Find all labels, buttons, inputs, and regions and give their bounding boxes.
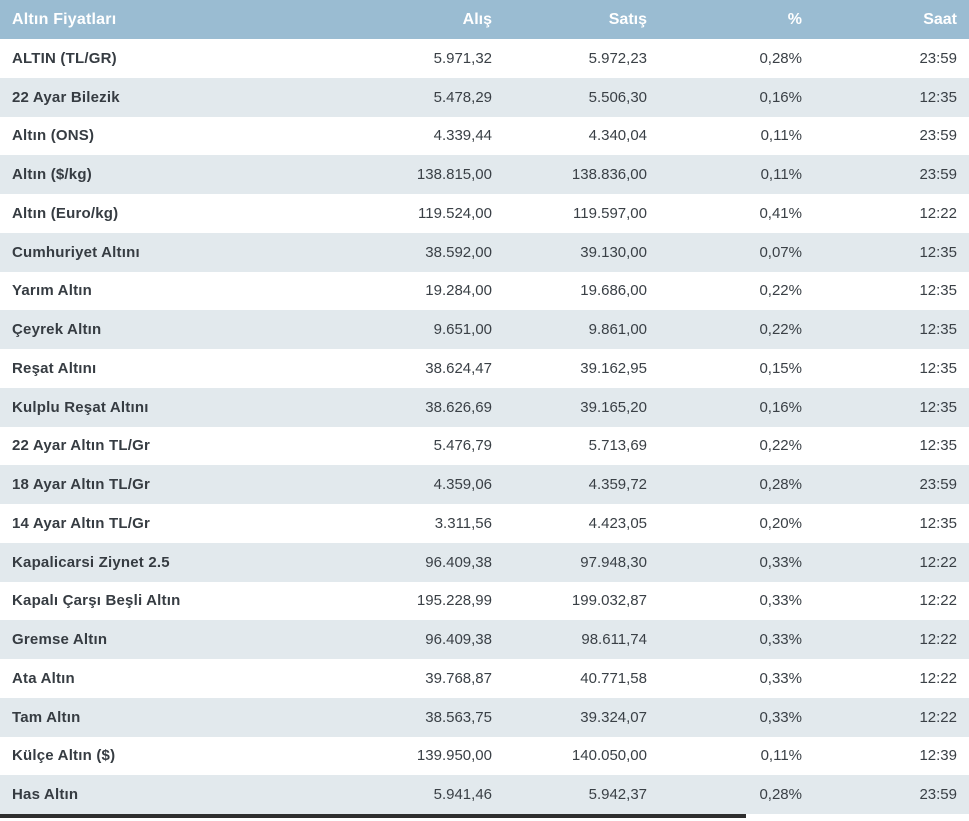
table-row[interactable] [0, 39, 969, 78]
row-name: Gremse Altın [12, 631, 108, 649]
row-name: Cumhuriyet Altını [12, 243, 140, 261]
row-satis: 140.050,00 [571, 747, 647, 765]
row-pct: 0,11% [760, 747, 802, 765]
table-row[interactable] [0, 272, 969, 311]
row-saat: 23:59 [919, 476, 957, 494]
row-saat: 12:22 [919, 631, 957, 649]
row-alis: 4.339,44 [433, 127, 492, 145]
row-name: 22 Ayar Altın TL/Gr [12, 437, 150, 455]
row-pct: 0,28% [759, 786, 802, 804]
table-row[interactable] [0, 155, 969, 194]
row-alis: 5.971,32 [433, 49, 492, 67]
row-name: Yarım Altın [12, 282, 92, 300]
row-satis: 5.942,37 [588, 786, 647, 804]
row-pct: 0,11% [760, 166, 802, 184]
row-alis: 38.624,47 [425, 359, 492, 377]
row-name: Kapalicarsi Ziynet 2.5 [12, 553, 170, 571]
table-row[interactable] [0, 349, 969, 388]
row-saat: 23:59 [919, 127, 957, 145]
row-name: Külçe Altın ($) [12, 747, 116, 765]
row-alis: 39.768,87 [425, 669, 492, 687]
row-saat: 12:35 [919, 321, 957, 339]
row-pct: 0,28% [759, 476, 802, 494]
row-alis: 195.228,99 [416, 592, 492, 610]
row-satis: 119.597,00 [573, 204, 647, 222]
column-header-sell[interactable]: Satış [608, 10, 647, 28]
row-satis: 5.506,30 [588, 88, 647, 106]
row-name: Altın (ONS) [12, 127, 95, 145]
row-satis: 5.713,69 [588, 437, 647, 455]
row-name: 14 Ayar Altın TL/Gr [12, 514, 150, 532]
row-name: Kapalı Çarşı Beşli Altın [12, 592, 181, 610]
row-name: Ata Altın [12, 669, 75, 687]
row-saat: 12:35 [919, 88, 957, 106]
row-saat: 12:35 [919, 359, 957, 377]
row-saat: 12:22 [919, 204, 957, 222]
row-pct: 0,22% [759, 321, 802, 339]
row-name: ALTIN (TL/GR) [12, 49, 117, 67]
table-row[interactable] [0, 775, 969, 814]
row-satis: 4.423,05 [588, 514, 647, 532]
row-alis: 5.478,29 [433, 88, 492, 106]
row-alis: 38.626,69 [425, 398, 492, 416]
row-pct: 0,33% [759, 708, 802, 726]
row-pct: 0,33% [759, 669, 802, 687]
row-saat: 23:59 [919, 166, 957, 184]
row-satis: 39.130,00 [580, 243, 647, 261]
table-row[interactable] [0, 659, 969, 698]
table-row[interactable] [0, 117, 969, 156]
row-pct: 0,41% [759, 204, 802, 222]
row-pct: 0,16% [759, 398, 802, 416]
row-satis: 39.162,95 [580, 359, 647, 377]
row-pct: 0,15% [759, 359, 802, 377]
table-row[interactable] [0, 737, 969, 776]
row-saat: 12:35 [919, 514, 957, 532]
row-saat: 12:35 [919, 243, 957, 261]
row-name: Kulplu Reşat Altını [12, 398, 149, 416]
row-alis: 139.950,00 [416, 747, 492, 765]
row-name: Altın (Euro/kg) [12, 204, 119, 222]
row-name: Has Altın [12, 786, 79, 804]
table-row[interactable] [0, 543, 969, 582]
row-satis: 4.340,04 [588, 127, 647, 145]
row-saat: 12:35 [919, 437, 957, 455]
table-header-row [0, 0, 969, 39]
row-saat: 12:35 [919, 398, 957, 416]
row-saat: 12:22 [919, 669, 957, 687]
column-header-name[interactable]: Altın Fiyatları [12, 10, 117, 28]
column-header-buy[interactable]: Alış [462, 10, 492, 28]
table-row[interactable] [0, 194, 969, 233]
row-satis: 97.948,30 [580, 553, 647, 571]
row-satis: 138.836,00 [571, 166, 647, 184]
row-satis: 5.972,23 [588, 49, 647, 67]
row-name: 22 Ayar Bilezik [12, 88, 120, 106]
row-saat: 12:22 [919, 708, 957, 726]
table-row[interactable] [0, 388, 969, 427]
row-name: Altın ($/kg) [12, 166, 92, 184]
row-name: Çeyrek Altın [12, 321, 102, 339]
row-saat: 12:22 [919, 592, 957, 610]
row-name: Reşat Altını [12, 359, 97, 377]
table-row[interactable] [0, 465, 969, 504]
row-pct: 0,33% [759, 592, 802, 610]
row-pct: 0,20% [759, 514, 802, 532]
row-alis: 96.409,38 [425, 631, 492, 649]
table-row[interactable] [0, 504, 969, 543]
row-pct: 0,33% [759, 631, 802, 649]
table-row[interactable] [0, 582, 969, 621]
column-header-time[interactable]: Saat [923, 10, 957, 28]
row-saat: 23:59 [919, 49, 957, 67]
row-alis: 9.651,00 [433, 321, 492, 339]
row-satis: 9.861,00 [588, 321, 647, 339]
row-alis: 3.311,56 [434, 514, 492, 532]
table-row[interactable] [0, 427, 969, 466]
row-pct: 0,28% [759, 49, 802, 67]
row-satis: 39.324,07 [580, 708, 647, 726]
table-row[interactable] [0, 233, 969, 272]
row-pct: 0,11% [760, 127, 802, 145]
row-pct: 0,07% [759, 243, 802, 261]
row-alis: 119.524,00 [418, 204, 492, 222]
row-saat: 12:35 [919, 282, 957, 300]
table-row[interactable] [0, 78, 969, 117]
row-alis: 4.359,06 [433, 476, 492, 494]
row-saat: 23:59 [919, 786, 957, 804]
row-saat: 12:22 [919, 553, 957, 571]
row-alis: 96.409,38 [425, 553, 492, 571]
row-satis: 40.771,58 [580, 669, 647, 687]
row-alis: 19.284,00 [425, 282, 492, 300]
table-row[interactable] [0, 698, 969, 737]
table-row[interactable] [0, 620, 969, 659]
row-satis: 98.611,74 [581, 631, 647, 649]
row-satis: 19.686,00 [580, 282, 647, 300]
row-name: Tam Altın [12, 708, 81, 726]
row-alis: 5.941,46 [433, 786, 492, 804]
row-pct: 0,22% [759, 437, 802, 455]
row-satis: 39.165,20 [580, 398, 647, 416]
row-name: 18 Ayar Altın TL/Gr [12, 476, 150, 494]
row-pct: 0,22% [759, 282, 802, 300]
table-body [0, 39, 969, 814]
row-alis: 138.815,00 [416, 166, 492, 184]
row-saat: 12:39 [919, 747, 957, 765]
table-row[interactable] [0, 310, 969, 349]
row-alis: 38.592,00 [425, 243, 492, 261]
row-pct: 0,16% [759, 88, 802, 106]
bottom-divider-bar [0, 814, 746, 818]
row-alis: 5.476,79 [433, 437, 492, 455]
row-satis: 4.359,72 [588, 476, 647, 494]
row-alis: 38.563,75 [425, 708, 492, 726]
column-header-pct[interactable]: % [787, 10, 802, 28]
row-pct: 0,33% [759, 553, 802, 571]
row-satis: 199.032,87 [571, 592, 647, 610]
